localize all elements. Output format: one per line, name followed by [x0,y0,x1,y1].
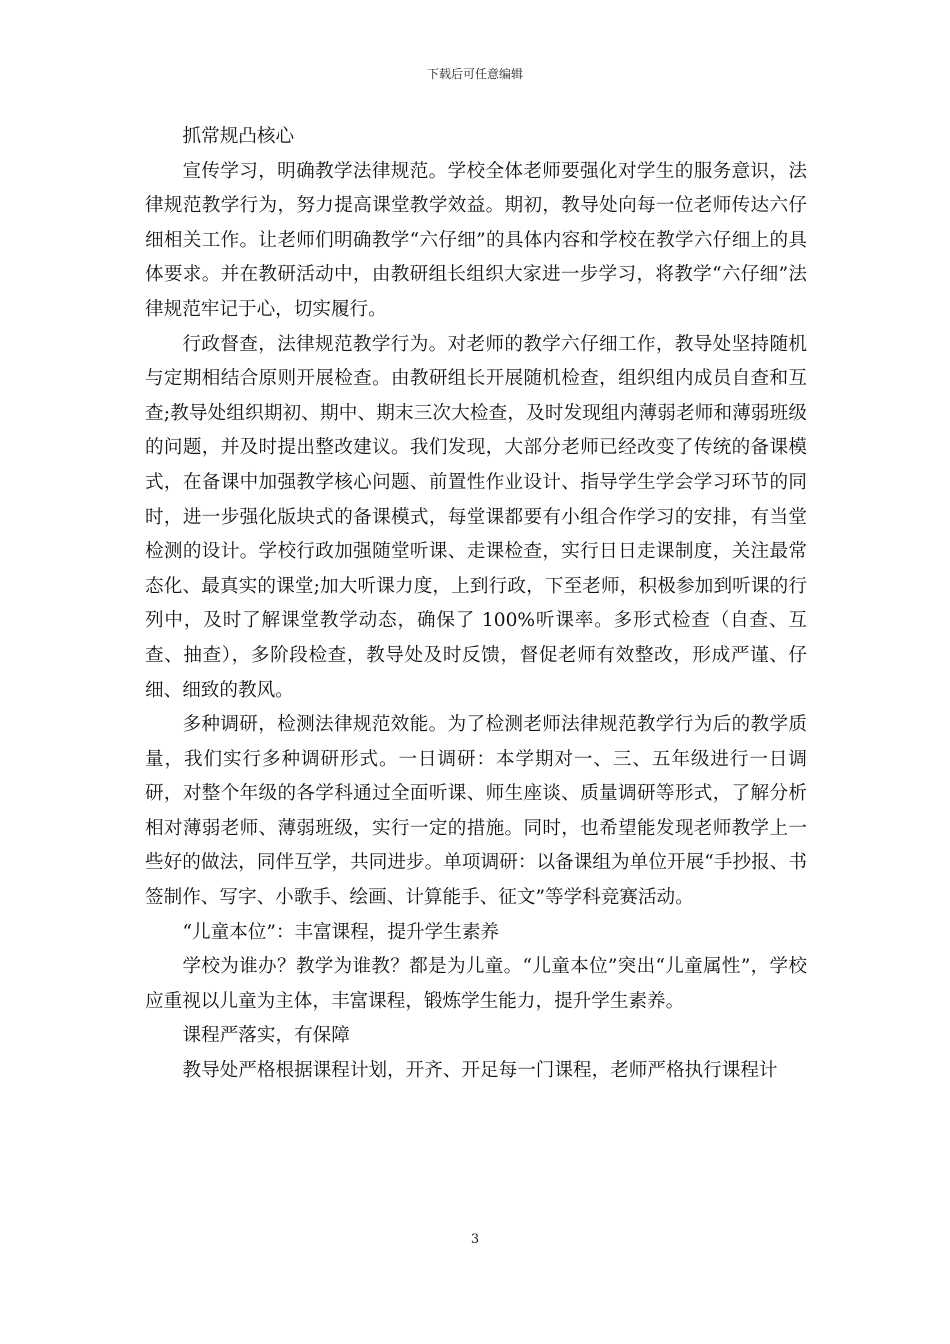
page-header: 下载后可任意编辑 [426,67,523,81]
section-heading: “儿童本位”：丰富课程，提升学生素养 [182,921,500,943]
page-number: 3 [470,1232,480,1247]
section-heading: 抓常规凸核心 [182,126,295,147]
paragraph: 教导处严格根据课程计划，开齐、开足每一门课程，老师严格执行课程计 [182,1060,778,1082]
paragraph: 多种调研，检测法律规范效能。为了检测老师法律规范教学行为后的教学质量，我们实行多种调研形式。一日调研：本学期对一、三、五年级进行一日调研，对整个年级的各学科通过全面听课、师生座谈、质量调研等形式，了解分析相对薄弱老师、薄弱班级，实行一定的措施。同时，也希望能发现老师教学上一些好的做法，同伴互学，共同进步。单项调研：以备课组为单位开展“手抄报、书签制作、写字、小歌手、绘画、计算能手、征文”等学科竞赛活动。 [145,714,807,909]
paragraph: 学校为谁办？教学为谁教？都是为儿童。“儿童本位”突出“儿童属性”，学校应重视以儿童为主体，丰富课程，锻炼学生能力，提升学生素养。 [145,956,807,1012]
section-heading: 课程严落实，有保障 [182,1025,350,1047]
paragraph: 宣传学习，明确教学法律规范。学校全体老师要强化对学生的服务意识，法律规范教学行为，努力提高课堂教学效益。期初，教导处向每一位老师传达六仔细相关工作。让老师们明确教学“六仔细”的具体内容和学校在教学六仔细上的具体要求。并在教研活动中，由教研组长组织大家进一步学习，将教学“六仔细”法律规范牢记于心，切实履行。 [145,160,807,320]
document-body [145,120,807,1089]
paragraph: 行政督查，法律规范教学行为。对老师的教学六仔细工作，教导处坚持随机与定期相结合原则开展检查。由教研组长开展随机检查，组织组内成员自查和互查;教导处组织期初、期中、期末三次大检查，及时发现组内薄弱老师和薄弱班级的问题，并及时提出整改建议。我们发现，大部分老师已经改变了传统的备课模式，在备课中加强教学核心问题、前置性作业设计、指导学生学会学习环节的同时，进一步强化版块式的备课模式，每堂课都要有小组合作学习的安排，有当堂检测的设计。学校行政加强随堂听课、走课检查，实行日日走课制度，关注最常态化、最真实的课堂;加大听课力度，上到行政，下至老师，积极参加到听课的行列中，及时了解课堂教学动态，确保了 100%听课率。多形式检查（自查、互查、抽查），多阶段检查，教导处及时反馈，督促老师有效整改，形成严谨、仔细、细致的教风。 [145,333,807,701]
